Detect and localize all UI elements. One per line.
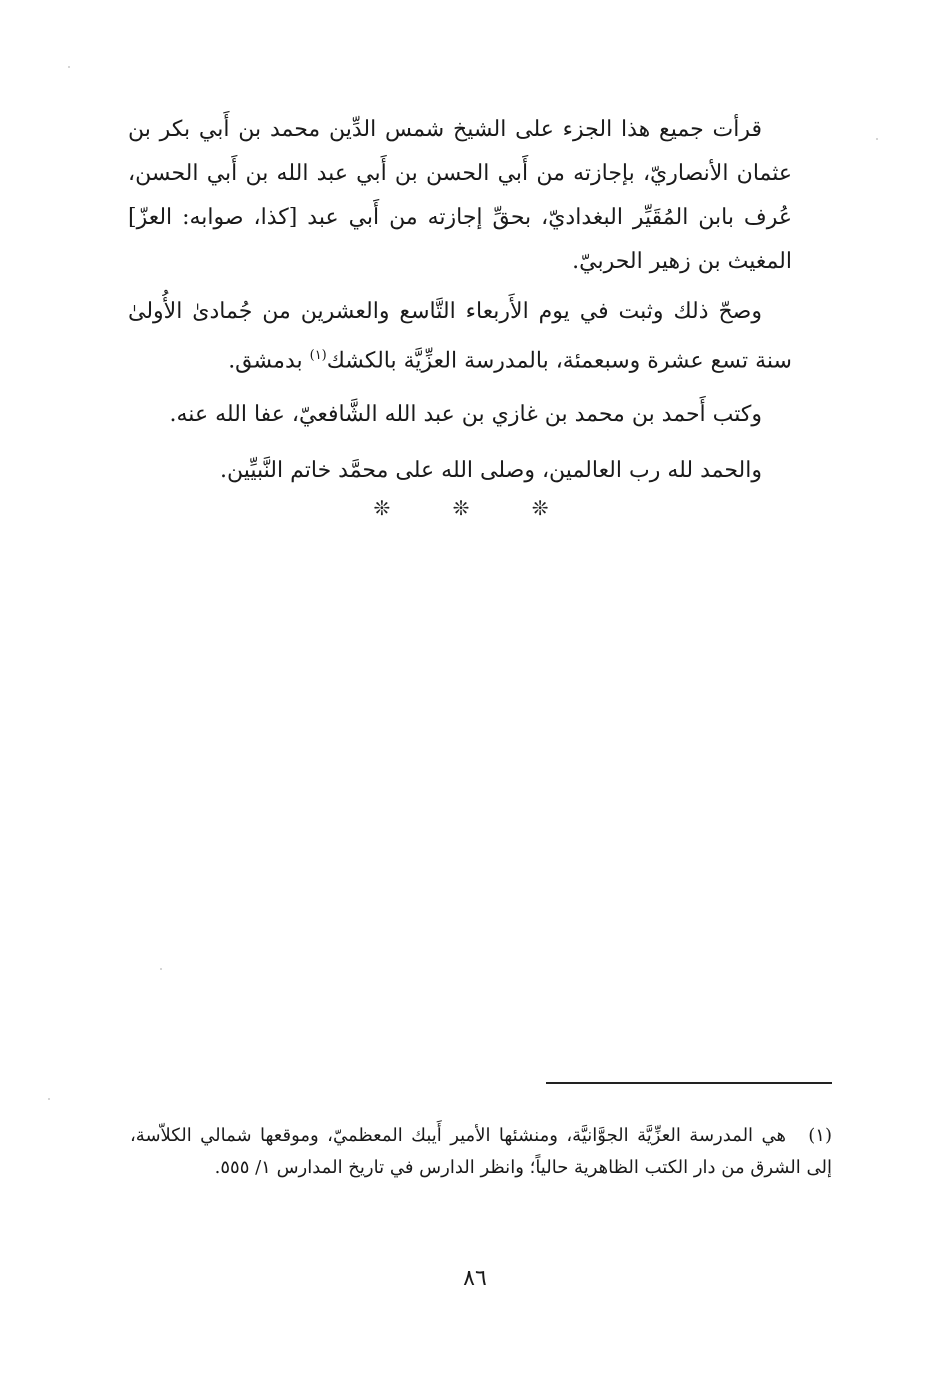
scan-speck: [68, 66, 70, 68]
scan-speck: [48, 1098, 50, 1100]
footnote-text: هي المدرسة العزِّيَّة الجوَّانيَّة، ومنشئها الأمير أَيبك المعظميّ، وموقعها شمالي الكلاّسة، إلى الشرق من دار الكتب الظاهرية حالياً؛ وانظر الدارس في تاريخ المدارس ١/ ٥٥٥.: [130, 1125, 832, 1178]
paragraph-closing-praise: والحمد لله رب العالمين، وصلى الله على محمَّد خاتم النَّبيِّين.: [220, 458, 762, 484]
footnote: [130, 1120, 832, 1184]
page-number: ٨٦: [463, 1266, 487, 1291]
footnote-divider: [546, 1082, 832, 1084]
footnote-marker: (١): [808, 1125, 832, 1146]
paragraph-verification: [128, 290, 792, 383]
paragraph-reading-note: قرأت جميع هذا الجزء على الشيخ شمس الدِّين محمد بن أَبي بكر بن عثمان الأنصاريّ، بإجازته من أَبي الحسن بن أَبي عبد الله بن أَبي الحسن، عُرف بابن المُقَيِّر البغداديّ، بحقِّ إجازته من أَبي عبد [كذا، صوابه: العزّ] المغيث بن زهير الحربيّ.: [128, 117, 792, 274]
paragraph-verification-end: بدمشق.: [228, 348, 303, 374]
paragraph-scribe: وكتب أَحمد بن محمد بن غازي بن عبد الله الشَّافعيّ، عفا الله عنه.: [169, 402, 762, 428]
scan-speck: [876, 138, 878, 140]
footnote-reference: (١): [309, 348, 327, 363]
main-text: [128, 108, 792, 493]
section-separator: ❊ ❊ ❊: [373, 496, 577, 520]
scan-speck: [160, 968, 162, 970]
paragraph-verification-text: وصحّ ذلك وثبت في يوم الأَربعاء التَّاسع والعشرين من جُمادىٰ الأُولىٰ سنة تسع عشرة وسبعمئة، بالمدرسة العزِّيَّة بالكشك: [128, 299, 792, 374]
